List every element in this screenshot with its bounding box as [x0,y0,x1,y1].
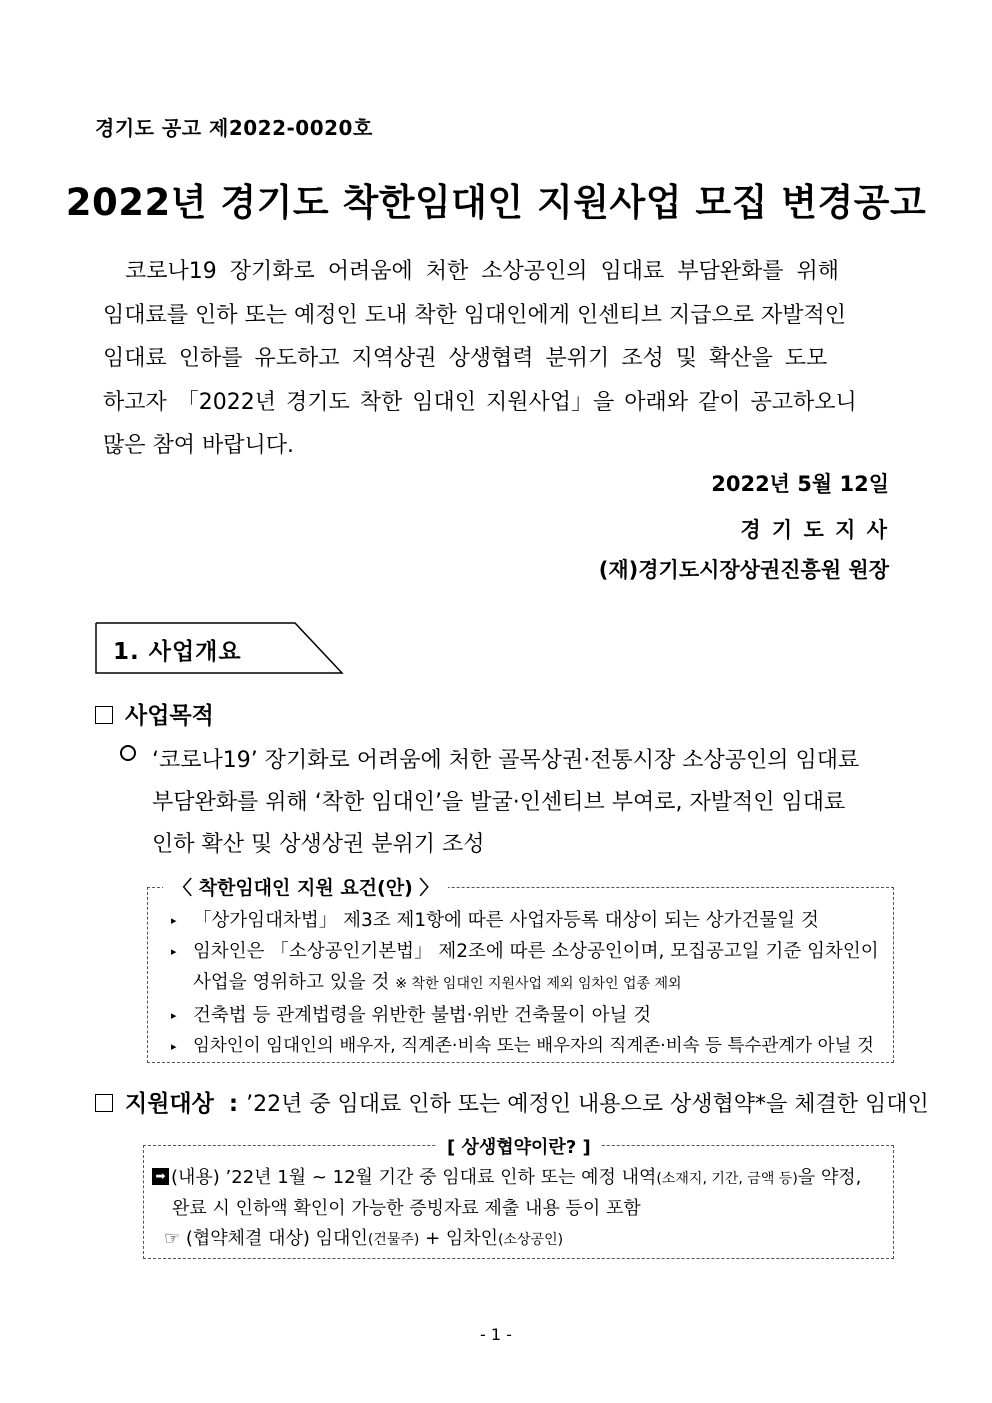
triangle-bullet-icon: ▸ [171,1040,177,1053]
coop-agreement-body [152,1163,887,1255]
support-target [95,1085,929,1118]
notice-number: 경기도 공고 제2022-0020호 [95,116,373,140]
list-item-text: 사업을 영위하고 있을 것 [193,972,390,993]
intro-line: 코로나19 장기화로 어려움에 처한 소상공인의 임대료 부담완화를 위해 [125,259,840,284]
purpose-heading-text: 사업목적 [125,703,214,729]
section-title: 1. 사업개요 [113,639,242,665]
announcement-date: 2022년 5월 12일 [711,472,889,496]
arrow-box-icon: ➡ [152,1168,169,1185]
list-item-text: 임차인은 「소상공인기본법」 제2조에 따른 소상공인이며, 모집공고일 기준 임차인이 [193,941,879,962]
coop-small-text: (소상공인) [498,1232,564,1248]
coop-line [152,1224,887,1255]
list-item-note: ※ 착한 임대인 지원사업 제외 임차인 업종 제외 [395,976,682,992]
intro-line: 하고자 「2022년 경기도 착한 임대인 지원사업」을 아래와 같이 공고하오니 [103,389,857,415]
square-bullet-icon [95,706,113,724]
coop-text: (내용) ’22년 1월 ~ 12월 기간 중 임대료 인하 또는 예정 내역 [171,1167,657,1188]
document-title: 2022년 경기도 착한임대인 지원사업 모집 변경공고 [65,181,927,224]
list-item-text: 「상가임대차법」 제3조 제1항에 따른 사업자등록 대상이 되는 상가건물일 것 [193,910,819,931]
governor-signature: 경 기 도 지 사 [740,518,889,542]
coop-text: + 임차인 [419,1228,499,1249]
requirements-list [165,905,885,1062]
coop-text: 을 약정, [797,1167,862,1188]
list-item [165,1000,885,1031]
list-item [165,1031,885,1062]
triangle-bullet-icon: ▸ [171,1009,177,1022]
intro-paragraph [103,250,889,468]
target-text: ’22년 중 임대료 인하 또는 예정인 내용으로 상생협약*을 체결한 임대인 [246,1092,929,1117]
list-item-continuation [165,967,885,1000]
coop-line [152,1163,887,1194]
coop-line: 완료 시 인하액 확인이 가능한 증빙자료 제출 내용 등이 포함 [172,1198,641,1219]
agency-signature: (재)경기도시장상권진흥원 원장 [598,558,889,582]
list-item-text: 임차인이 임대인의 배우자, 직계존·비속 또는 배우자의 직계존·비속 등 특수관계가 아닐 것 [193,1036,874,1056]
purpose-line: 인하 확산 및 상생상권 분위기 조성 [152,832,485,857]
purpose-heading [95,697,214,730]
coop-agreement-title: [ 상생협약이란? ] [437,1133,601,1159]
coop-small-text: (소재지, 기간, 금액 등) [656,1171,798,1187]
list-item-text: 건축법 등 관계법령을 위반한 불법·위반 건축물이 아닐 것 [193,1005,652,1026]
triangle-bullet-icon: ▸ [171,945,177,958]
coop-small-text: (건물주) [367,1232,420,1248]
intro-line: 임대료 인하를 유도하고 지역상권 상생협력 분위기 조성 및 확산을 도모 [103,346,828,371]
intro-line: 임대료를 인하 또는 예정인 도내 착한 임대인에게 인센티브 지급으로 자발적인 [103,302,847,328]
circle-bullet-icon [120,745,138,763]
purpose-line: 부담완화를 위해 ‘착한 임대인’을 발굴·인센티브 부여로, 자발적인 임대료 [152,790,846,815]
purpose-text [152,740,897,866]
section-heading-box [95,622,343,674]
coop-text: ☞ (협약체결 대상) 임대인 [164,1228,368,1249]
requirements-title: 〈 착한임대인 지원 요건(안) 〉 [163,873,448,900]
square-bullet-icon [95,1094,113,1112]
page-number: - 1 - [480,1325,512,1344]
purpose-line: ‘코로나19’ 장기화로 어려움에 처한 골목상권·전통시장 소상공인의 임대료 [152,748,860,773]
triangle-bullet-icon: ▸ [171,914,177,927]
list-item [165,905,885,936]
list-item [165,936,885,967]
intro-line: 많은 참여 바랍니다. [103,433,294,458]
target-heading: 지원대상 [125,1091,214,1117]
target-colon: : [228,1091,239,1117]
